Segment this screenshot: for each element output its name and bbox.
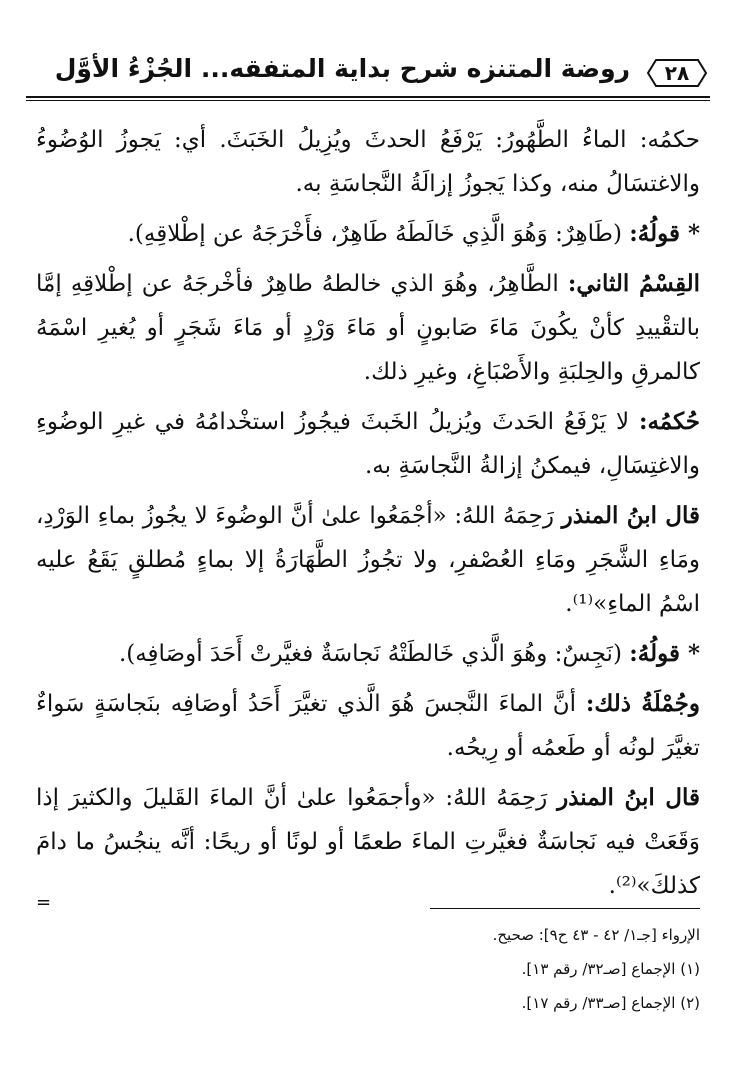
paragraph-lead: قال ابنُ المنذر	[561, 502, 701, 529]
paragraph	[36, 776, 700, 908]
paragraph-text: رَحِمَهُ اللهُ: «وأجمَعُوا علىٰ أنَّ الماءَ القَليلَ والكثيرَ إذا وَقَعَتْ فيه نَجاسَةٌ فغيَّرتِ الماءَ طعمًا أو لونًا أو ريحًا: أنَّه ينجُسُ ما دامَ كذلكَ»⁽²⁾.	[36, 785, 700, 899]
paragraph-lead: القِسْمُ الثاني:	[567, 270, 700, 297]
paragraph-lead: وجُمْلَةُ ذلك:	[585, 690, 701, 717]
page-number: ٢٨	[664, 61, 690, 85]
main-text	[36, 118, 700, 914]
header-rule	[26, 96, 710, 98]
footnote: (١) الإجماع [صـ٣٢/ رقم ١٣].	[521, 960, 700, 978]
paragraph-text: لا يَرْفَعُ الحَدثَ ويُزيلُ الخَبثَ فيجُوزُ استخْدامُهُ في غيرِ الوضُوءِ والاغتِسَالِ، فيمكنُ إزالةُ النَّجاسَةِ به.	[36, 409, 700, 479]
paragraph-lead: قال ابنُ المنذر	[557, 784, 701, 811]
paragraph-text: حكمُه: الماءُ الطَّهُورُ: يَرْفَعُ الحدثَ ويُزِيلُ الخَبَثَ. أي: يَجوزُ الوُضُوءُ والاغتسَالُ منه، وكذا يَجوزُ إزالَةُ النَّجاسَةِ به.	[36, 127, 700, 197]
page-number-badge	[646, 58, 708, 88]
paragraph-lead: * قولُهُ:	[629, 220, 700, 247]
paragraph	[36, 632, 700, 676]
paragraph	[36, 118, 700, 206]
paragraph	[36, 682, 700, 770]
paragraph-lead: حُكمُه:	[638, 408, 700, 435]
paragraph	[36, 262, 700, 394]
paragraph-text: الطَّاهِرُ، وهُوَ الذي خالطهُ طاهِرٌ فأخْرجَهُ عن إطْلاقِهِ إمَّا بالتقْييدِ كأنْ يكُونَ مَاءَ صَابونٍ أو مَاءَ وَرْدٍ أو مَاءَ شَجَرٍ أو يُغيرِ اسْمَهُ كالمرقِ والحِلبَةِ والأَصْبَاغِ، وغيرِ ذلك.	[36, 271, 700, 385]
paragraph	[36, 212, 700, 256]
footnote: الإرواء [جـ١/ ٤٢ - ٤٣ ح٩]: صحيح.	[492, 926, 700, 944]
paragraph-text: رَحِمَهُ اللهُ: «أجْمَعُوا علىٰ أنَّ الوضُوءَ لا يجُوزُ بماءِ الوَرْدِ، ومَاءِ الشَّجَرِ ومَاءِ العُصْفرِ، ولا تجُوزُ الطَّهَارَةُ إلا بماءٍ مُطلقٍ يَقَعُ عليه اسْمُ الماءِ»⁽¹⁾.	[36, 503, 700, 617]
paragraph	[36, 400, 700, 488]
paragraph-text: أنَّ الماءَ النَّجسَ هُوَ الَّذي تغيَّرَ أَحَدُ أوصَافِه بنَجاسَةٍ سَواءٌ تغيَّرَ لونُه أو طَعمُه أو رِيحُه.	[36, 691, 700, 761]
paragraph	[36, 494, 700, 626]
page-header	[26, 52, 710, 108]
running-title: روضة المتنزه شرح بداية المتفقه... الجُزْءُ الأوَّل	[54, 54, 630, 83]
header-rule-thin	[26, 100, 710, 101]
paragraph-lead: * قولُهُ:	[629, 640, 700, 667]
paragraph-text: (نَجِسٌ: وهُوَ الَّذي خَالطَتْهُ نَجاسَةٌ فغيَّرتْ أَحَدَ أوصَافِه).	[118, 641, 622, 667]
footnote: (٢) الإجماع [صـ٣٣/ رقم ١٧].	[521, 994, 700, 1012]
paragraph-text: (طَاهِرٌ: وَهُوَ الَّذِي خَالَطَهُ طَاهِرٌ، فأَخْرَجَهُ عن إطْلاقِهِ).	[127, 221, 622, 247]
footnotes	[36, 918, 700, 1020]
footnote-rule	[430, 908, 700, 909]
footnote-continuation-mark: =	[36, 892, 52, 913]
